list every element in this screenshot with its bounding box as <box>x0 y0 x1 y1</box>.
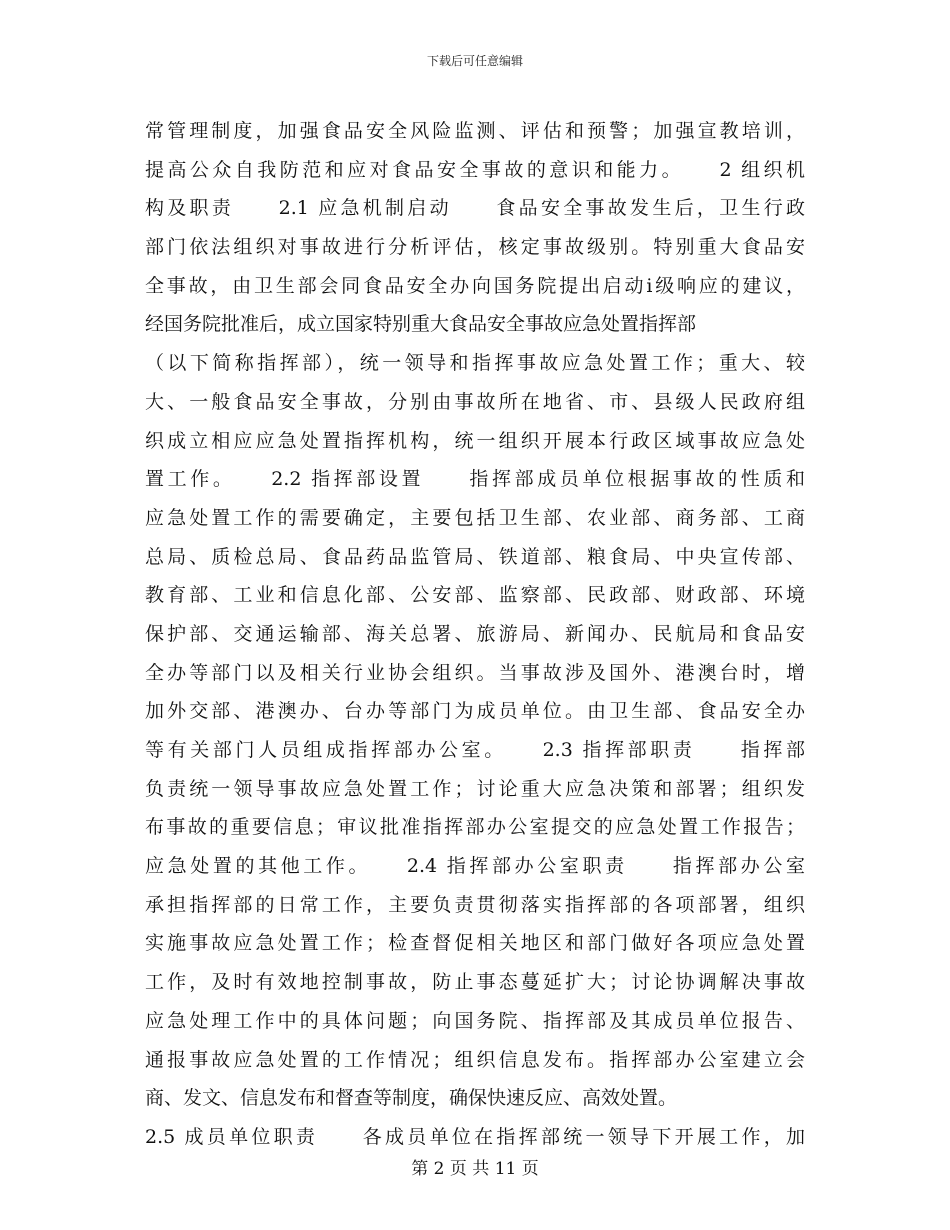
text-line: 常管理制度，加强食品安全风险监测、评估和预警；加强宣教培训， <box>145 120 805 142</box>
text-line: 布事故的重要信息；审议批准指挥部办公室提交的应急处置工作报告； <box>145 816 805 839</box>
text-line: 承担指挥部的日常工作，主要负责贯彻落实指挥部的各项部署，组织 <box>145 893 805 916</box>
text-line: 应急处置的其他工作。 2.4 指挥部办公室职责 指挥部办公室 <box>145 855 805 878</box>
text-line: 实施事故应急处置工作；检查督促相关地区和部门做好各项应急处置 <box>145 932 805 955</box>
text-line: 应急处理工作中的具体问题；向国务院、指挥部及其成员单位报告、 <box>145 1009 805 1032</box>
text-line: 加外交部、港澳办、台办等部门为成员单位。由卫生部、食品安全办 <box>145 700 805 723</box>
text-line: 全办等部门以及相关行业协会组织。当事故涉及国外、港澳台时，增 <box>145 661 805 684</box>
page-header: 下载后可任意编辑 <box>426 54 523 68</box>
page-footer: 第 2 页 共 11 页 <box>411 1159 539 1179</box>
text-line: 经国务院批准后，成立国家特别重大食品安全事故应急处置指挥部 <box>145 313 697 336</box>
text-line: （以下简称指挥部），统一领导和指挥事故应急处置工作；重大、较 <box>145 352 805 375</box>
text-line: 负责统一领导事故应急处置工作；讨论重大应急决策和部署；组织发 <box>145 777 805 800</box>
text-line: 等有关部门人员组成指挥部办公室。 2.3 指挥部职责 指挥部 <box>145 739 805 761</box>
text-line: 通报事故应急处置的工作情况；组织信息发布。指挥部办公室建立会 <box>145 1048 805 1071</box>
text-line: 保护部、交通运输部、海关总署、旅游局、新闻办、民航局和食品安 <box>145 622 805 645</box>
text-line: 总局、质检总局、食品药品监管局、铁道部、粮食局、中央宣传部、 <box>145 545 805 568</box>
text-line: 全事故，由卫生部会同食品安全办向国务院提出启动ⅰ级响应的建议， <box>145 274 805 297</box>
text-line: 大、一般食品安全事故，分别由事故所在地省、市、县级人民政府组 <box>145 390 805 413</box>
text-line: 提高公众自我防范和应对食品安全事故的意识和能力。 2 组织机 <box>145 158 805 181</box>
text-line: 构及职责 2.1 应急机制启动 食品安全事故发生后，卫生行政 <box>145 197 805 220</box>
text-line: 工作，及时有效地控制事故，防止事态蔓延扩大；讨论协调解决事故 <box>145 971 805 994</box>
text-line: 置工作。 2.2 指挥部设置 指挥部成员单位根据事故的性质和 <box>145 468 805 491</box>
text-line: 织成立相应应急处置指挥机构，统一组织开展本行政区域事故应急处 <box>145 429 805 452</box>
text-line: 部门依法组织对事故进行分析评估，核定事故级别。特别重大食品安 <box>145 236 805 259</box>
text-line: 2.5 成员单位职责 各成员单位在指挥部统一领导下开展工作，加 <box>145 1125 805 1148</box>
document-body <box>145 112 805 1157</box>
text-line: 教育部、工业和信息化部、公安部、监察部、民政部、财政部、环境 <box>145 584 805 607</box>
text-line: 应急处置工作的需要确定，主要包括卫生部、农业部、商务部、工商 <box>145 506 805 529</box>
text-line: 商、发文、信息发布和督查等制度，确保快速反应、高效处置。 <box>145 1087 678 1110</box>
